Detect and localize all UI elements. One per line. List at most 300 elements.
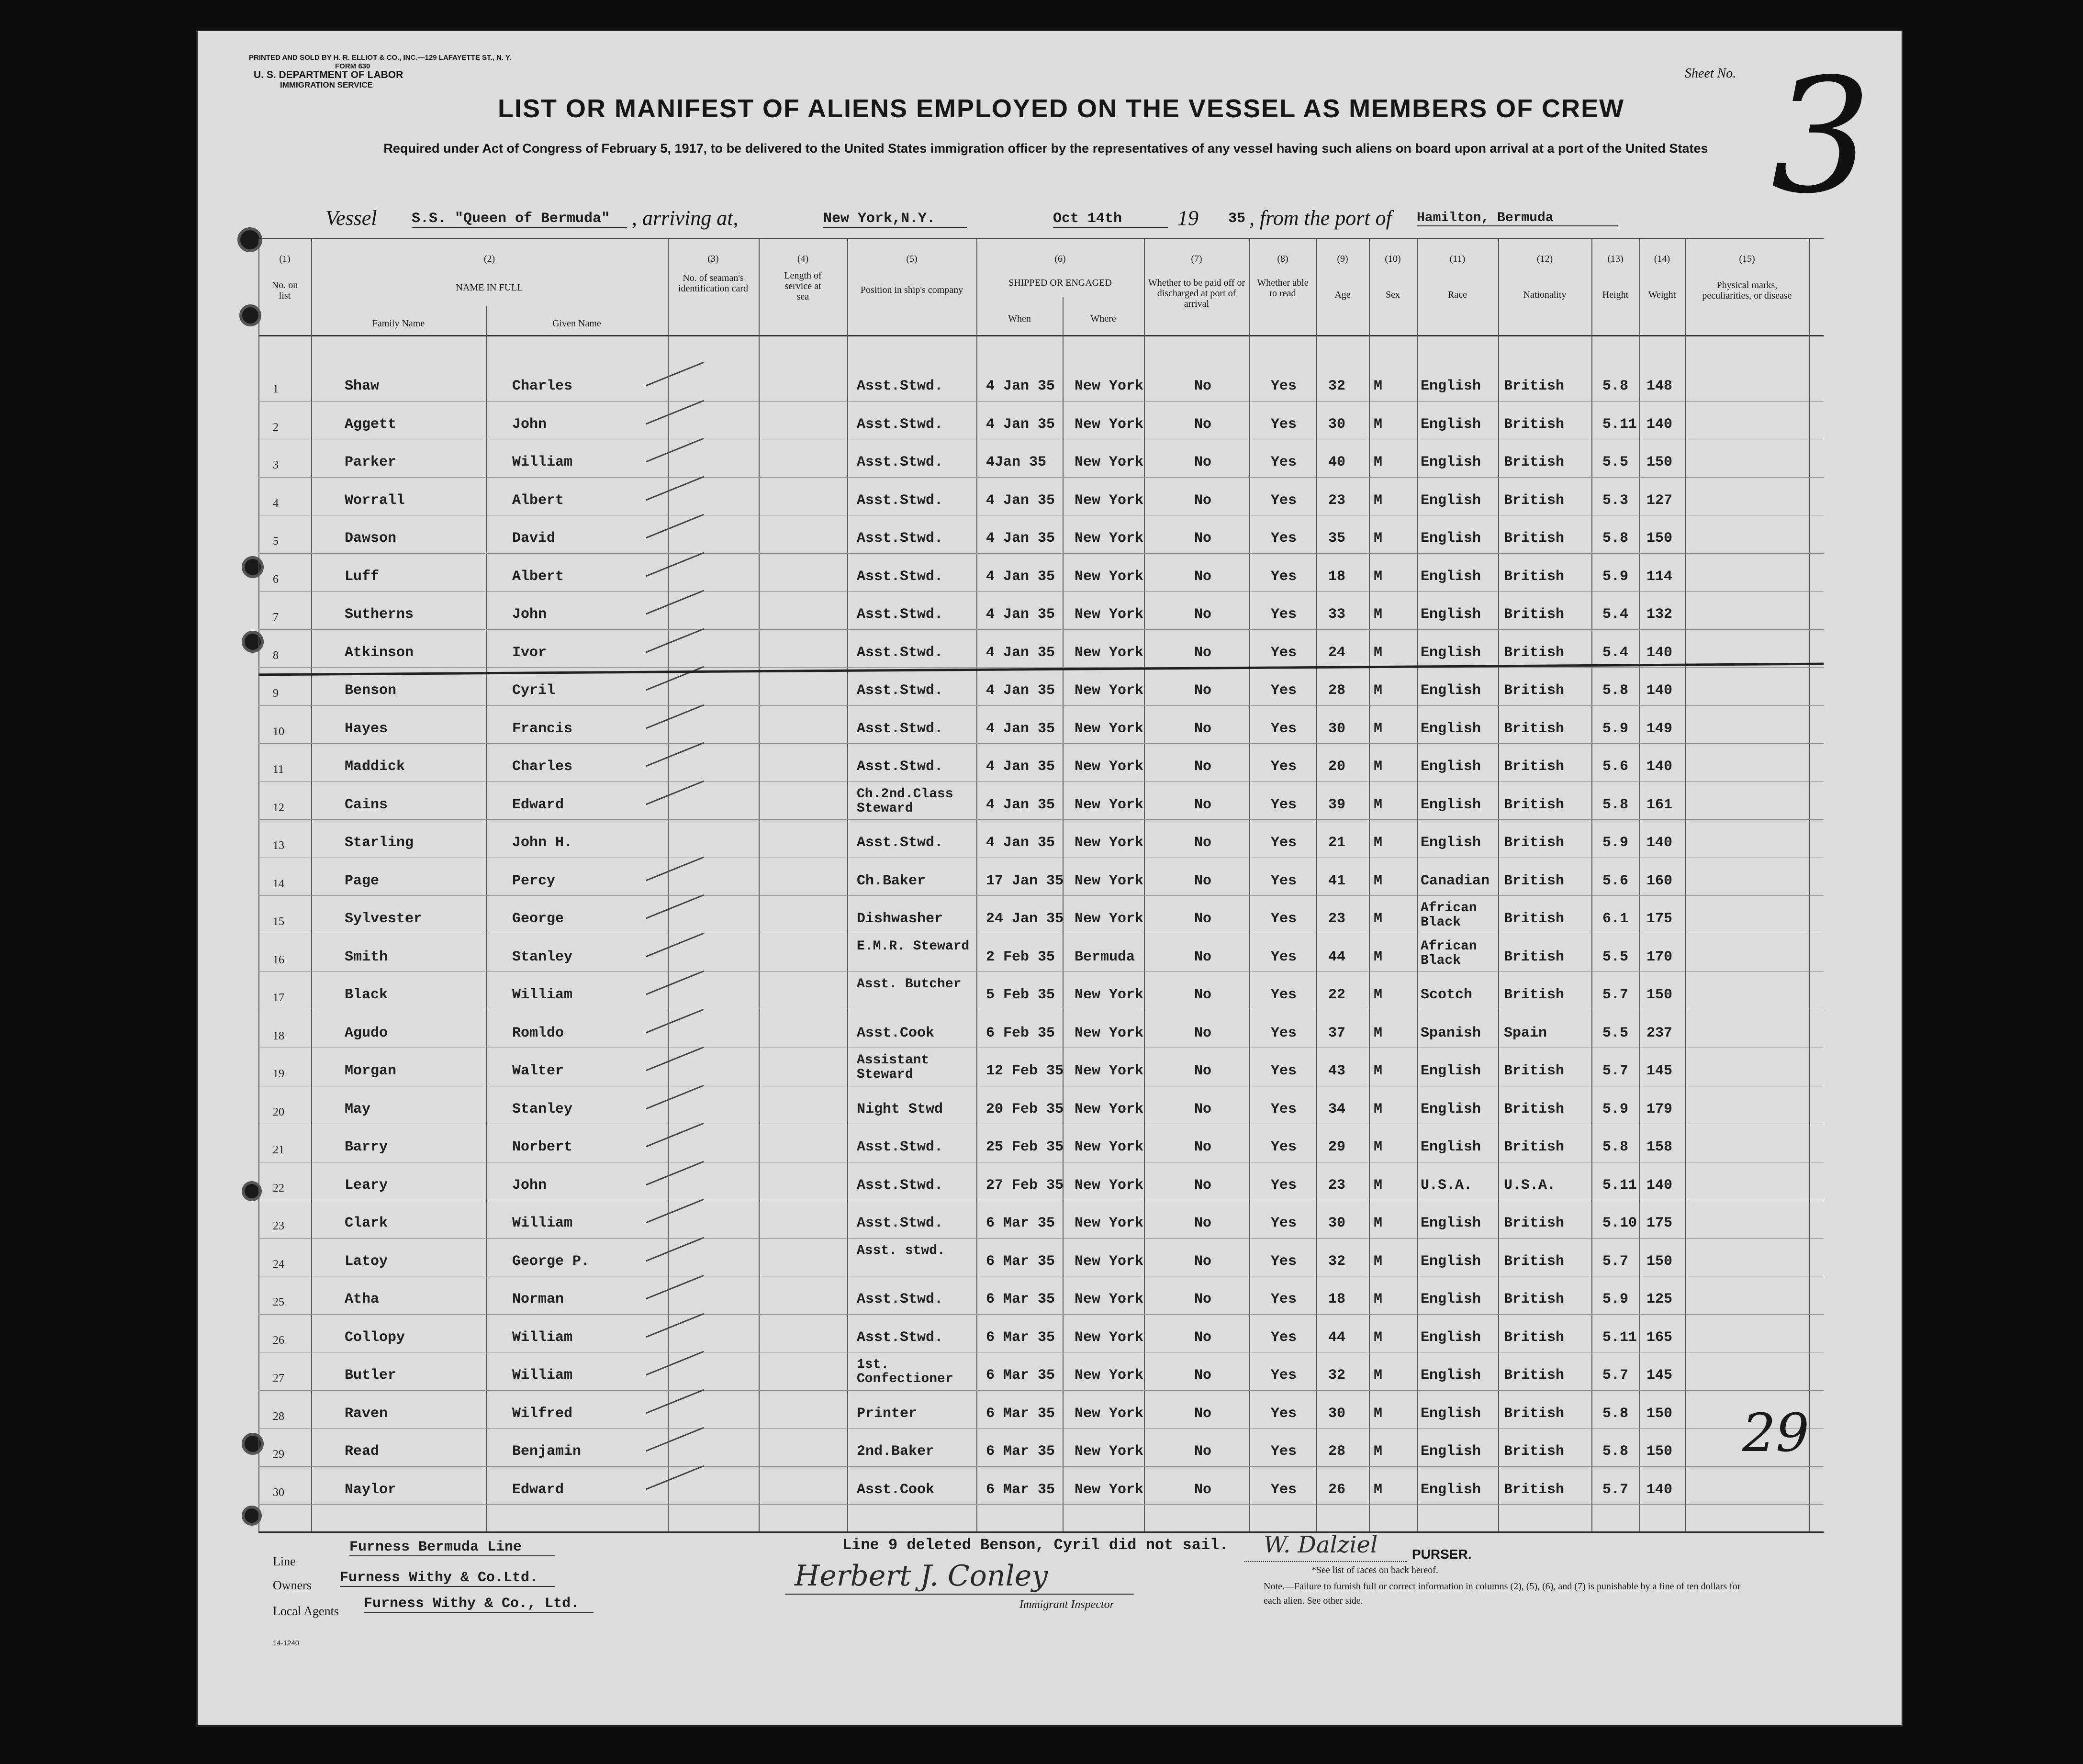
cell-position: Asst.Stwd. bbox=[857, 720, 943, 737]
form-number: FORM 630 bbox=[335, 62, 370, 70]
purser-label: PURSER. bbox=[1412, 1547, 1472, 1562]
col-nationality: Nationality bbox=[1523, 290, 1567, 300]
cell-sex: M bbox=[1374, 644, 1383, 661]
cell-when: 4 Jan 35 bbox=[986, 492, 1055, 509]
cell-age: 23 bbox=[1328, 492, 1346, 509]
id-card-mark bbox=[646, 514, 704, 538]
cell-family: Benson bbox=[345, 682, 397, 699]
cell-nat: British bbox=[1504, 606, 1565, 623]
col-length-service: Length of service at sea bbox=[784, 270, 822, 302]
cell-where: New York bbox=[1075, 1367, 1144, 1384]
col-where: Where bbox=[1090, 313, 1116, 324]
cell-position: Asst.Stwd. bbox=[857, 759, 943, 775]
cell-weight: 170 bbox=[1646, 949, 1673, 965]
row-rule bbox=[258, 1466, 1824, 1467]
cell-read: Yes bbox=[1271, 1443, 1297, 1460]
cell-sex: M bbox=[1374, 1101, 1383, 1117]
cell-sex: M bbox=[1374, 1405, 1383, 1422]
cell-given: Francis bbox=[512, 720, 573, 737]
row-rule bbox=[258, 971, 1824, 972]
cell-nat: British bbox=[1504, 1253, 1565, 1270]
cell-where: New York bbox=[1075, 682, 1144, 699]
col-11-num: (11) bbox=[1449, 254, 1466, 264]
cell-read: Yes bbox=[1271, 454, 1297, 470]
cell-paid: No bbox=[1194, 1481, 1212, 1498]
row-rule bbox=[258, 629, 1824, 630]
cell-height: 5.9 bbox=[1602, 568, 1629, 585]
cell-when: 25 Feb 35 bbox=[986, 1139, 1064, 1155]
cell-height: 6.1 bbox=[1602, 911, 1629, 927]
cell-when: 6 Mar 35 bbox=[986, 1367, 1055, 1384]
cell-read: Yes bbox=[1271, 872, 1297, 889]
cell-nat: British bbox=[1504, 720, 1565, 737]
cell-position: Dishwasher bbox=[857, 911, 943, 927]
cell-when: 6 Mar 35 bbox=[986, 1291, 1055, 1307]
service: IMMIGRATION SERVICE bbox=[280, 80, 373, 89]
margin-note: 29 bbox=[1742, 1402, 1809, 1463]
cell-no: 28 bbox=[273, 1410, 284, 1423]
table-row bbox=[0, 1087, 2083, 1124]
cell-nat: British bbox=[1504, 1405, 1565, 1422]
cell-nat: British bbox=[1504, 835, 1565, 851]
table-top-rule bbox=[258, 238, 1824, 240]
table-row bbox=[0, 478, 2083, 515]
cell-paid: No bbox=[1194, 1253, 1212, 1270]
cell-when: 20 Feb 35 bbox=[986, 1101, 1064, 1117]
cell-no: 25 bbox=[273, 1296, 284, 1308]
cell-position: Asst.Stwd. bbox=[857, 1215, 943, 1231]
cell-nat: Spain bbox=[1504, 1025, 1547, 1041]
id-card-mark bbox=[646, 1047, 704, 1071]
cell-race: English bbox=[1421, 1443, 1481, 1460]
cell-sex: M bbox=[1374, 1329, 1383, 1346]
col-family-name: Family Name bbox=[372, 318, 425, 329]
cell-given: Stanley bbox=[512, 1101, 573, 1117]
col-1-num: (1) bbox=[279, 254, 291, 264]
cell-no: 22 bbox=[273, 1182, 284, 1195]
cell-sex: M bbox=[1374, 911, 1383, 927]
cell-when: 4 Jan 35 bbox=[986, 378, 1055, 394]
cell-no: 19 bbox=[273, 1068, 284, 1080]
cell-when: 4 Jan 35 bbox=[986, 682, 1055, 699]
inspector-signature: Herbert J. Conley bbox=[795, 1559, 1048, 1593]
cell-where: New York bbox=[1075, 1101, 1144, 1117]
cell-position: Night Stwd bbox=[857, 1101, 943, 1117]
cell-given: John bbox=[512, 606, 547, 623]
cell-position: Asst.Stwd. bbox=[857, 568, 943, 585]
cell-where: New York bbox=[1075, 1253, 1144, 1270]
cell-when: 4 Jan 35 bbox=[986, 644, 1055, 661]
line-label: Line bbox=[273, 1554, 296, 1568]
cell-when: 4 Jan 35 bbox=[986, 835, 1055, 851]
cell-race: U.S.A. bbox=[1421, 1177, 1473, 1194]
table-row bbox=[0, 744, 2083, 782]
cell-position: 1st. Confectioner bbox=[857, 1357, 953, 1386]
id-card-mark bbox=[646, 704, 704, 728]
col-4-num: (4) bbox=[797, 254, 809, 264]
cell-sex: M bbox=[1374, 1063, 1383, 1079]
cell-paid: No bbox=[1194, 759, 1212, 775]
cell-race: English bbox=[1421, 416, 1481, 433]
cell-when: 4Jan 35 bbox=[986, 454, 1047, 470]
cell-no: 10 bbox=[273, 725, 284, 738]
table-row bbox=[0, 859, 2083, 896]
cell-position: Printer bbox=[857, 1405, 918, 1422]
id-card-mark bbox=[646, 742, 704, 767]
cell-where: New York bbox=[1075, 1329, 1144, 1346]
id-card-mark bbox=[646, 894, 704, 919]
cell-position: E.M.R. Steward bbox=[857, 938, 970, 954]
cell-height: 5.5 bbox=[1602, 949, 1629, 965]
id-card-mark bbox=[646, 1237, 704, 1261]
departure-port: Hamilton, Bermuda bbox=[1417, 211, 1618, 226]
id-card-mark bbox=[646, 1123, 704, 1147]
cell-race: English bbox=[1421, 530, 1481, 547]
cell-race: English bbox=[1421, 1405, 1481, 1422]
cell-no: 18 bbox=[273, 1029, 284, 1042]
cell-where: New York bbox=[1075, 835, 1144, 851]
id-card-mark bbox=[646, 1351, 704, 1375]
cell-family: Morgan bbox=[345, 1063, 397, 1079]
cell-paid: No bbox=[1194, 911, 1212, 927]
col-position: Position in ship's company bbox=[860, 285, 963, 295]
cell-no: 16 bbox=[273, 953, 284, 966]
cell-height: 5.7 bbox=[1602, 1367, 1629, 1384]
cell-no: 26 bbox=[273, 1334, 284, 1347]
cell-height: 5.3 bbox=[1602, 492, 1629, 509]
id-card-mark bbox=[646, 1275, 704, 1299]
cell-given: Edward bbox=[512, 1481, 564, 1498]
cell-no: 5 bbox=[273, 535, 279, 547]
col-12-num: (12) bbox=[1536, 254, 1553, 264]
from-label: , from the port of bbox=[1249, 206, 1392, 230]
cell-given: George P. bbox=[512, 1253, 590, 1270]
cell-height: 5.8 bbox=[1602, 530, 1629, 547]
cell-sex: M bbox=[1374, 759, 1383, 775]
id-card-mark bbox=[646, 438, 704, 462]
cell-where: New York bbox=[1075, 1177, 1144, 1194]
cell-age: 34 bbox=[1328, 1101, 1346, 1117]
cell-given: Charles bbox=[512, 759, 573, 775]
cell-sex: M bbox=[1374, 835, 1383, 851]
cell-read: Yes bbox=[1271, 568, 1297, 585]
cell-no: 1 bbox=[273, 383, 279, 395]
agents-label: Local Agents bbox=[273, 1604, 339, 1618]
cell-position: Asst.Stwd. bbox=[857, 606, 943, 623]
cell-nat: British bbox=[1504, 530, 1565, 547]
cell-read: Yes bbox=[1271, 416, 1297, 433]
cell-height: 5.8 bbox=[1602, 682, 1629, 699]
cell-height: 5.7 bbox=[1602, 1063, 1629, 1079]
cell-when: 17 Jan 35 bbox=[986, 872, 1064, 889]
cell-read: Yes bbox=[1271, 1139, 1297, 1155]
cell-age: 32 bbox=[1328, 1253, 1346, 1270]
cell-sex: M bbox=[1374, 720, 1383, 737]
col-height: Height bbox=[1602, 290, 1629, 300]
cell-race: Spanish bbox=[1421, 1025, 1481, 1041]
cell-position: Asst.Stwd. bbox=[857, 530, 943, 547]
table-row bbox=[0, 896, 2083, 934]
cell-read: Yes bbox=[1271, 911, 1297, 927]
cell-given: Norbert bbox=[512, 1139, 573, 1155]
cell-race: English bbox=[1421, 492, 1481, 509]
cell-paid: No bbox=[1194, 720, 1212, 737]
cell-race: English bbox=[1421, 568, 1481, 585]
cell-paid: No bbox=[1194, 1215, 1212, 1231]
cell-nat: British bbox=[1504, 492, 1565, 509]
cell-family: Raven bbox=[345, 1405, 388, 1422]
cell-position: Asst.Stwd. bbox=[857, 454, 943, 470]
table-row bbox=[0, 592, 2083, 629]
cell-height: 5.9 bbox=[1602, 720, 1629, 737]
cell-weight: 140 bbox=[1646, 1177, 1673, 1194]
cell-age: 18 bbox=[1328, 568, 1346, 585]
cell-when: 27 Feb 35 bbox=[986, 1177, 1064, 1194]
cell-race: English bbox=[1421, 682, 1481, 699]
cell-family: Black bbox=[345, 987, 388, 1003]
cell-family: Smith bbox=[345, 949, 388, 965]
cell-race: English bbox=[1421, 1367, 1481, 1384]
cell-when: 5 Feb 35 bbox=[986, 987, 1055, 1003]
cell-read: Yes bbox=[1271, 378, 1297, 394]
cell-height: 5.5 bbox=[1602, 454, 1629, 470]
cell-position: Asst.Stwd. bbox=[857, 1291, 943, 1307]
cell-family: Barry bbox=[345, 1139, 388, 1155]
cell-position: Asst.Cook bbox=[857, 1025, 935, 1041]
cell-nat: British bbox=[1504, 378, 1565, 394]
cell-height: 5.9 bbox=[1602, 835, 1629, 851]
cell-family: Butler bbox=[345, 1367, 397, 1384]
page-subtitle: Required under Act of Congress of February 5, 1917, to be delivered to the United States immigration officer by the representatives of any vessel having such aliens on board upon arrival at a port of the United States bbox=[383, 141, 1708, 156]
id-card-mark bbox=[646, 362, 704, 386]
cell-read: Yes bbox=[1271, 1405, 1297, 1422]
row-rule bbox=[258, 591, 1824, 592]
cell-family: May bbox=[345, 1101, 371, 1117]
vessel-name: S.S. "Queen of Bermuda" bbox=[412, 211, 627, 228]
cell-position: Asst.Stwd. bbox=[857, 378, 943, 394]
cell-sex: M bbox=[1374, 949, 1383, 965]
cell-sex: M bbox=[1374, 1481, 1383, 1498]
cell-no: 27 bbox=[273, 1372, 284, 1384]
cell-nat: British bbox=[1504, 416, 1565, 433]
cell-sex: M bbox=[1374, 416, 1383, 433]
col-7-num: (7) bbox=[1191, 254, 1202, 264]
inspector-label: Immigrant Inspector bbox=[1019, 1598, 1114, 1611]
cell-given: William bbox=[512, 1329, 573, 1346]
cell-age: 43 bbox=[1328, 1063, 1346, 1079]
cell-position: Asst.Stwd. bbox=[857, 1177, 943, 1194]
arrival-year: 35 bbox=[1228, 211, 1246, 227]
cell-no: 9 bbox=[273, 687, 279, 700]
id-card-mark bbox=[646, 1427, 704, 1451]
cell-weight: 150 bbox=[1646, 1443, 1673, 1460]
cell-where: New York bbox=[1075, 492, 1144, 509]
col-15-num: (15) bbox=[1739, 254, 1755, 264]
cell-where: New York bbox=[1075, 872, 1144, 889]
col-8-num: (8) bbox=[1277, 254, 1288, 264]
cell-read: Yes bbox=[1271, 949, 1297, 965]
cell-paid: No bbox=[1194, 987, 1212, 1003]
cell-weight: 160 bbox=[1646, 872, 1673, 889]
sheet-label: Sheet No. bbox=[1685, 66, 1736, 81]
cell-nat: British bbox=[1504, 759, 1565, 775]
cell-sex: M bbox=[1374, 1291, 1383, 1307]
cell-where: New York bbox=[1075, 530, 1144, 547]
cell-family: Leary bbox=[345, 1177, 388, 1194]
cell-weight: 114 bbox=[1646, 568, 1673, 585]
cell-race: English bbox=[1421, 1481, 1481, 1498]
cell-weight: 132 bbox=[1646, 606, 1673, 623]
cell-when: 4 Jan 35 bbox=[986, 720, 1055, 737]
id-card-mark bbox=[646, 1008, 704, 1033]
cell-given: William bbox=[512, 1215, 573, 1231]
cell-position: Asst. stwd. bbox=[857, 1243, 945, 1258]
cell-nat: British bbox=[1504, 872, 1565, 889]
id-card-mark bbox=[646, 1313, 704, 1337]
cell-where: New York bbox=[1075, 568, 1144, 585]
cell-family: Luff bbox=[345, 568, 380, 585]
cell-paid: No bbox=[1194, 416, 1212, 433]
cell-weight: 127 bbox=[1646, 492, 1673, 509]
cell-where: New York bbox=[1075, 759, 1144, 775]
cell-age: 28 bbox=[1328, 1443, 1346, 1460]
owners-label: Owners bbox=[273, 1578, 312, 1592]
cell-family: Read bbox=[345, 1443, 380, 1460]
line-value: Furness Bermuda Line bbox=[349, 1539, 555, 1556]
vessel-label: Vessel bbox=[325, 206, 377, 230]
table-row bbox=[0, 1353, 2083, 1390]
cell-sex: M bbox=[1374, 682, 1383, 699]
id-card-mark bbox=[646, 780, 704, 804]
row-rule bbox=[258, 743, 1824, 744]
cell-paid: No bbox=[1194, 1177, 1212, 1194]
cell-no: 12 bbox=[273, 801, 284, 814]
table-row bbox=[0, 1011, 2083, 1048]
cell-sex: M bbox=[1374, 606, 1383, 623]
cell-given: George bbox=[512, 911, 564, 927]
table-row bbox=[0, 782, 2083, 820]
row-rule bbox=[258, 895, 1824, 896]
cell-read: Yes bbox=[1271, 796, 1297, 813]
id-card-mark bbox=[646, 932, 704, 957]
inspector-sig-line bbox=[785, 1594, 1134, 1595]
cell-given: Charles bbox=[512, 378, 573, 394]
cell-family: Collopy bbox=[345, 1329, 405, 1346]
cell-position: Asst.Stwd. bbox=[857, 835, 943, 851]
table-row bbox=[0, 402, 2083, 439]
cell-paid: No bbox=[1194, 644, 1212, 661]
cell-age: 28 bbox=[1328, 682, 1346, 699]
cell-nat: British bbox=[1504, 568, 1565, 585]
cell-race: English bbox=[1421, 644, 1481, 661]
cell-nat: British bbox=[1504, 911, 1565, 927]
cell-paid: No bbox=[1194, 492, 1212, 509]
row-rule bbox=[258, 667, 1824, 668]
cell-where: Bermuda bbox=[1075, 949, 1135, 965]
cell-race: English bbox=[1421, 1139, 1481, 1155]
cell-no: 11 bbox=[273, 763, 284, 776]
cell-family: Agudo bbox=[345, 1025, 388, 1041]
cell-weight: 145 bbox=[1646, 1063, 1673, 1079]
cell-no: 29 bbox=[273, 1448, 284, 1461]
cell-nat: British bbox=[1504, 1481, 1565, 1498]
id-card-mark bbox=[646, 628, 704, 652]
cell-read: Yes bbox=[1271, 1215, 1297, 1231]
cell-when: 4 Jan 35 bbox=[986, 530, 1055, 547]
cell-nat: British bbox=[1504, 1101, 1565, 1117]
cell-when: 6 Mar 35 bbox=[986, 1405, 1055, 1422]
cell-given: Romldo bbox=[512, 1025, 564, 1041]
cell-weight: 140 bbox=[1646, 1481, 1673, 1498]
cell-height: 5.11 bbox=[1602, 416, 1637, 433]
col-weight: Weight bbox=[1648, 290, 1676, 300]
cell-weight: 179 bbox=[1646, 1101, 1673, 1117]
cell-race: English bbox=[1421, 720, 1481, 737]
cell-where: New York bbox=[1075, 1139, 1144, 1155]
cell-no: 17 bbox=[273, 992, 284, 1004]
col-given-name: Given Name bbox=[552, 318, 601, 329]
cell-nat: British bbox=[1504, 454, 1565, 470]
cell-paid: No bbox=[1194, 872, 1212, 889]
cell-age: 39 bbox=[1328, 796, 1346, 813]
cell-nat: British bbox=[1504, 1291, 1565, 1307]
cell-no: 6 bbox=[273, 573, 279, 586]
cell-no: 30 bbox=[273, 1486, 284, 1499]
arrival-port: New York,N.Y. bbox=[823, 211, 967, 228]
cell-when: 6 Mar 35 bbox=[986, 1481, 1055, 1498]
col-able-read: Whether able to read bbox=[1257, 278, 1309, 299]
cell-age: 33 bbox=[1328, 606, 1346, 623]
cell-race: English bbox=[1421, 1329, 1481, 1346]
cell-paid: No bbox=[1194, 568, 1212, 585]
col-10-num: (10) bbox=[1385, 254, 1401, 264]
cell-age: 21 bbox=[1328, 835, 1346, 851]
cell-where: New York bbox=[1075, 606, 1144, 623]
cell-height: 5.7 bbox=[1602, 987, 1629, 1003]
cell-race: English bbox=[1421, 606, 1481, 623]
cell-age: 37 bbox=[1328, 1025, 1346, 1041]
cell-height: 5.8 bbox=[1602, 1443, 1629, 1460]
department: U. S. DEPARTMENT OF LABOR bbox=[254, 69, 403, 80]
cell-given: Ivor bbox=[512, 644, 547, 661]
cell-age: 29 bbox=[1328, 1139, 1346, 1155]
cell-paid: No bbox=[1194, 835, 1212, 851]
cell-age: 30 bbox=[1328, 1405, 1346, 1422]
cell-weight: 161 bbox=[1646, 796, 1673, 813]
cell-height: 5.9 bbox=[1602, 1101, 1629, 1117]
cell-height: 5.6 bbox=[1602, 759, 1629, 775]
cell-nat: British bbox=[1504, 987, 1565, 1003]
cell-family: Sylvester bbox=[345, 911, 423, 927]
cell-sex: M bbox=[1374, 1215, 1383, 1231]
id-card-mark bbox=[646, 856, 704, 881]
cell-given: William bbox=[512, 987, 573, 1003]
cell-family: Atha bbox=[345, 1291, 380, 1307]
cell-weight: 165 bbox=[1646, 1329, 1673, 1346]
cell-height: 5.8 bbox=[1602, 1405, 1629, 1422]
row-rule bbox=[258, 553, 1824, 554]
cell-height: 5.8 bbox=[1602, 378, 1629, 394]
cell-paid: No bbox=[1194, 1063, 1212, 1079]
cell-where: New York bbox=[1075, 454, 1144, 470]
cell-when: 6 Mar 35 bbox=[986, 1329, 1055, 1346]
cell-weight: 150 bbox=[1646, 1253, 1673, 1270]
cell-sex: M bbox=[1374, 1367, 1383, 1384]
cell-height: 5.10 bbox=[1602, 1215, 1637, 1231]
cell-where: New York bbox=[1075, 1063, 1144, 1079]
table-row bbox=[0, 706, 2083, 744]
col-physical: Physical marks, peculiarities, or disease bbox=[1702, 280, 1792, 301]
